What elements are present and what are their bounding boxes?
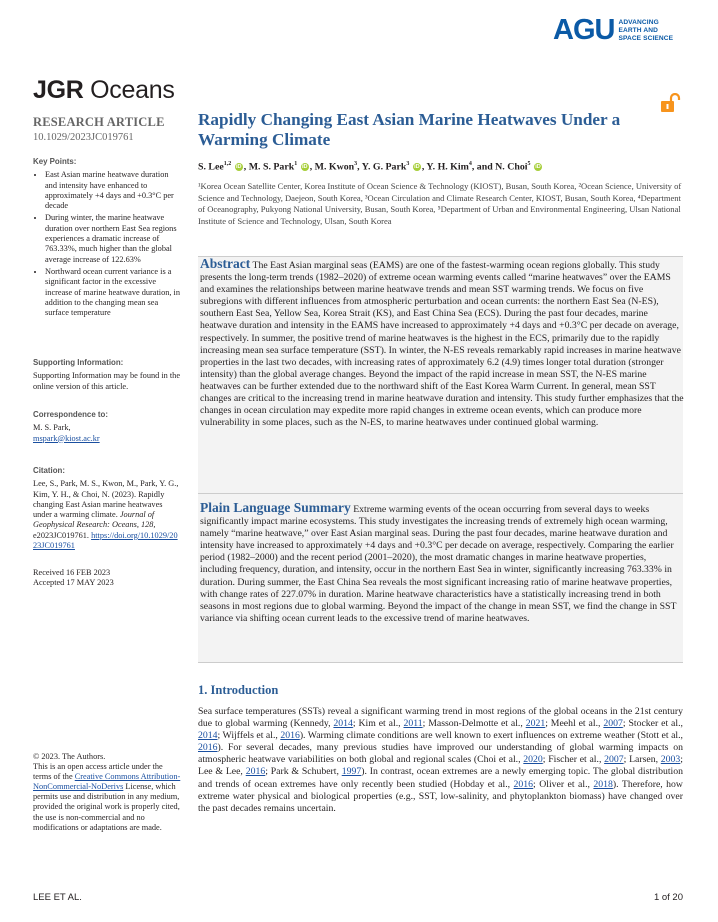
reference-link[interactable]: 2014 [198, 730, 218, 742]
intro-text: ; Masson-Delmotte et al., [422, 718, 526, 730]
author: Y. G. Park [361, 161, 407, 173]
intro-text: ). In contrast, ocean extremes are a newly emerging topic. The global distribution and trends of ocean extremes have only recently been studied (Hobday et al., [198, 766, 684, 790]
citation-title: Citation: [33, 466, 65, 475]
running-author: LEE ET AL. [33, 892, 82, 903]
reference-link[interactable]: 2016 [245, 766, 266, 778]
author-affiliation-sup: 4 [468, 161, 472, 167]
reference-link[interactable]: 2003 [660, 754, 681, 766]
correspondence-title: Correspondence to: [33, 410, 108, 419]
intro-text: ; Lee & Lee, [198, 754, 683, 778]
reference-link[interactable]: 2021 [525, 718, 546, 730]
reference-link[interactable]: 2016 [198, 742, 218, 754]
intro-text: ; Wijffels et al., [217, 730, 281, 742]
orcid-icon[interactable]: iD [535, 164, 541, 171]
orcid-icon[interactable]: iD [414, 164, 420, 171]
author-affiliation-sup: 1,2 [223, 161, 232, 167]
reference-link[interactable]: 2007 [604, 754, 624, 766]
affiliations: ¹Korea Ocean Satellite Center, Korea Institute of Ocean Science & Technology (KIOST), Busan, South Korea, ²Ocean Science, University of Science and Technology, Daejeon, South Korea, ³Ocean Circulation and Climate Research Center, KIOST, Busan, South Korea, ⁴Department of Oceanography, Pukyong National University, Busan, South Korea, ⁵Department of Urban and Environmental Engineering, Ulsan National Institute of Science and Technology, Ulsan, South Korea [198, 181, 682, 226]
correspondence-email-link[interactable]: mspark@kiost.ac.kr [33, 433, 100, 443]
intro-text: ; Park & Schubert, [265, 766, 342, 778]
author: M. S. Park [248, 161, 295, 173]
author-affiliation-sup: 5 [527, 161, 531, 167]
abstract [198, 258, 687, 429]
license-link[interactable]: Creative Commons Attribution-NonCommercial-NoDerivs [33, 772, 181, 792]
author-affiliation-sup: 1 [294, 161, 298, 167]
author: M. Kwon [314, 161, 355, 173]
supporting-title: Supporting Information: [33, 358, 124, 367]
orcid-icon[interactable]: iD [301, 164, 308, 171]
citation-journal: Journal of Geophysical Research: Oceans, 128, [33, 510, 156, 530]
key-points-title: Key Points: [33, 157, 77, 166]
citation-tail: e2023JC019761. [33, 530, 90, 540]
author: Y. H. Kim [426, 161, 469, 173]
abstract-text: The East Asian marginal seas (EAMS) are one of the fastest-warming ocean regions globally. This study presents the long-term trends (1982–2020) of extreme ocean warming events called “marine heatwaves” over the EAMS and examines the relationships between marine heatwave trends and mean SST warming trends. We focus on five subregions with different influences from atmospheric perturbation and ocean currents: the northern East Sea (N-ES), southern East Sea, Yellow Sea, Korea Strait (KS), and East China Sea (ECS). During the past four decades, marine heatwave duration and intensity in the EAMS have increased to approximately +4 days and +0.3°C per decade on average, respectively. In summer, the positive trend of marine heatwaves is the highest in the ECS, primarily due to the rapidly increasing mean sea surface temperature (SST). In winter, the N-ES reveals remarkably rapid increases in marine heatwave properties in the last two decades, with increasing rates of approximately 6.2 (4.9) times longer total duration (stronger intensity) than the global average changes. Beyond the impact of the rapid increase in mean SST, the N-ES marine heatwaves can be further extended due to the northward shift of the East Korea Warm Current. In general, mean SST changes are critical to the increasing trend in marine heatwave duration and intensity. This study further emphasizes that the changes in ocean circulation may expedite more rapid changes in extreme ocean events, which can produce more vulnerability in some places, such as the N-ES, to marine heatwaves under continued global warming. [200, 260, 684, 429]
accepted-date: Accepted 17 MAY 2023 [33, 578, 114, 588]
reference-link[interactable]: 2016 [280, 730, 300, 742]
intro-text: ; Oliver et al., [533, 778, 594, 790]
author: S. Lee [198, 161, 224, 173]
plain-language-summary [198, 502, 687, 625]
copyright: © 2023. The Authors. [33, 752, 106, 761]
author: N. Choi [495, 161, 528, 173]
received-date: Received 16 FEB 2023 [33, 568, 111, 577]
article-type: RESEARCH ARTICLE [33, 115, 165, 129]
article-title: Rapidly Changing East Asian Marine Heatwaves Under a Warming Climate [198, 110, 621, 149]
intro-text: Sea surface temperatures (SSTs) reveal a significant warming trend in most regions of the global oceans in the 21st century due to global warming (Kennedy, [198, 706, 683, 730]
intro-text: ; Larsen, [623, 754, 661, 766]
key-point: • Northward ocean current variance is a significant factor in the excessive increase of marine heatwave duration, in addition to the changing mean sea surface temperature [45, 267, 181, 318]
reference-link[interactable]: 2020 [523, 754, 543, 766]
reference-link[interactable]: 2007 [603, 718, 623, 730]
correspondence [33, 410, 181, 444]
abstract-label: Abstract [200, 256, 251, 271]
reference-link[interactable]: 2011 [403, 718, 423, 730]
pls-text: Extreme warming events of the ocean occurring from several days to weeks significantly impact marine ecosystems. This study investigates the increasing trends of extremely high ocean warming, namely “marine heatwave,” over East Asian marginal seas. During the past four decades, marine heatwave duration and intensity have increased to approximately +4 days and +0.3°C per decade on average, respectively. Comparing the earlier period (1982–2000) and the recent period (2001–2020), the most dramatic changes in marine heatwave properties, including frequency, duration, and intensity, occur in the northern East Sea in winter, significantly increasing 763.33% in duration. During summer, the East China Sea reveals the most significant increasing ratio of marine heatwave properties, with change rates of 227.07% in duration. Marine heatwave characteristics have a statistically increasing trend in both seasons in most regions due to global warming. Beyond the impact of the change in mean SST, we find the change in SST variance via shifting ocean current leads to the excessive trend of marine heatwaves. [200, 504, 677, 624]
intro-text: ). Therefore, how extreme water physical and biological properties (e.g., SST, low-salinity, and phytoplankton biomass) have changed over the past decades remains uncertain. [198, 778, 683, 814]
author-affiliation-sup: 3 [354, 161, 358, 167]
key-point: • During winter, the marine heatwave duration over northern East Sea regions experiences a dramatic increase of 763.33%, much higher than the global average increase of 122.63% [45, 213, 181, 264]
license [33, 752, 181, 833]
received-dates [33, 568, 181, 589]
agu-logo [553, 16, 673, 45]
citation-text: Lee, S., Park, M. S., Kwon, M., Park, Y. G., Kim, Y. H., & Choi, N. (2023). Rapidly changing East Asian marine heatwaves under a warming climate. [33, 479, 179, 520]
reference-link[interactable]: 2014 [333, 718, 353, 730]
key-point: • East Asian marine heatwave duration and intensity have enhanced to approximately +4 days and +0.3°C per decade [45, 170, 181, 211]
intro-text: ; Kim et al., [352, 718, 404, 730]
citation-doi-link[interactable]: https://doi.org/10.1029/2023JC019761 [33, 530, 178, 551]
citation [33, 466, 181, 551]
page-number: 1 of 20 [653, 892, 683, 903]
reference-link[interactable]: 2018 [593, 778, 613, 790]
supporting-information [33, 358, 181, 392]
agu-wordmark: AGU [553, 14, 615, 46]
pls-label: Plain Language Summary [200, 500, 351, 515]
key-points [33, 157, 181, 320]
author-list: S. Lee$^{1,2}$ iD , M. S. Park$^1$ iD , M. Kwon$^3$, Y. G. Park$^3$ iD , Y. H. Kim$^4$, and N. Choi$^5$ iD [198, 161, 541, 173]
intro-text: ). Warming climate conditions are well known to exert influences on extreme weather (Stott et al., [299, 730, 683, 742]
journal-name: JGR Oceans [33, 76, 175, 104]
reference-link[interactable]: 1997 [341, 766, 362, 778]
introduction-paragraph [198, 706, 683, 815]
doi: 10.1029/2023JC019761 [33, 132, 134, 143]
license-text-2: License, which permits use and distribution in any medium, provided the original work is properly cited, the use is non-commercial and no modifications or adaptations are made. [33, 782, 180, 832]
orcid-icon[interactable]: iD [236, 164, 242, 171]
intro-text: ). For several decades, many previous studies have improved our understanding of global warming impacts on atmospheric heatwave variabilities on both global and regional scales (Choi et al., [198, 742, 683, 766]
intro-text: ; Stocker et al., [622, 718, 683, 730]
correspondence-name: M. S. Park, [33, 423, 71, 433]
agu-tagline: ADVANCING EARTH AND SPACE SCIENCE [618, 18, 674, 42]
reference-link[interactable]: 2016 [513, 778, 534, 790]
intro-text: ; Meehl et al., [545, 718, 604, 730]
supporting-text: Supporting Information may be found in the online version of this article. [33, 371, 181, 391]
author-affiliation-sup: 3 [406, 161, 410, 167]
section-heading-introduction: 1. Introduction [198, 683, 279, 697]
license-text-1: This is an open access article under the terms of the [33, 762, 163, 782]
intro-text: ; Fischer et al., [542, 754, 605, 766]
